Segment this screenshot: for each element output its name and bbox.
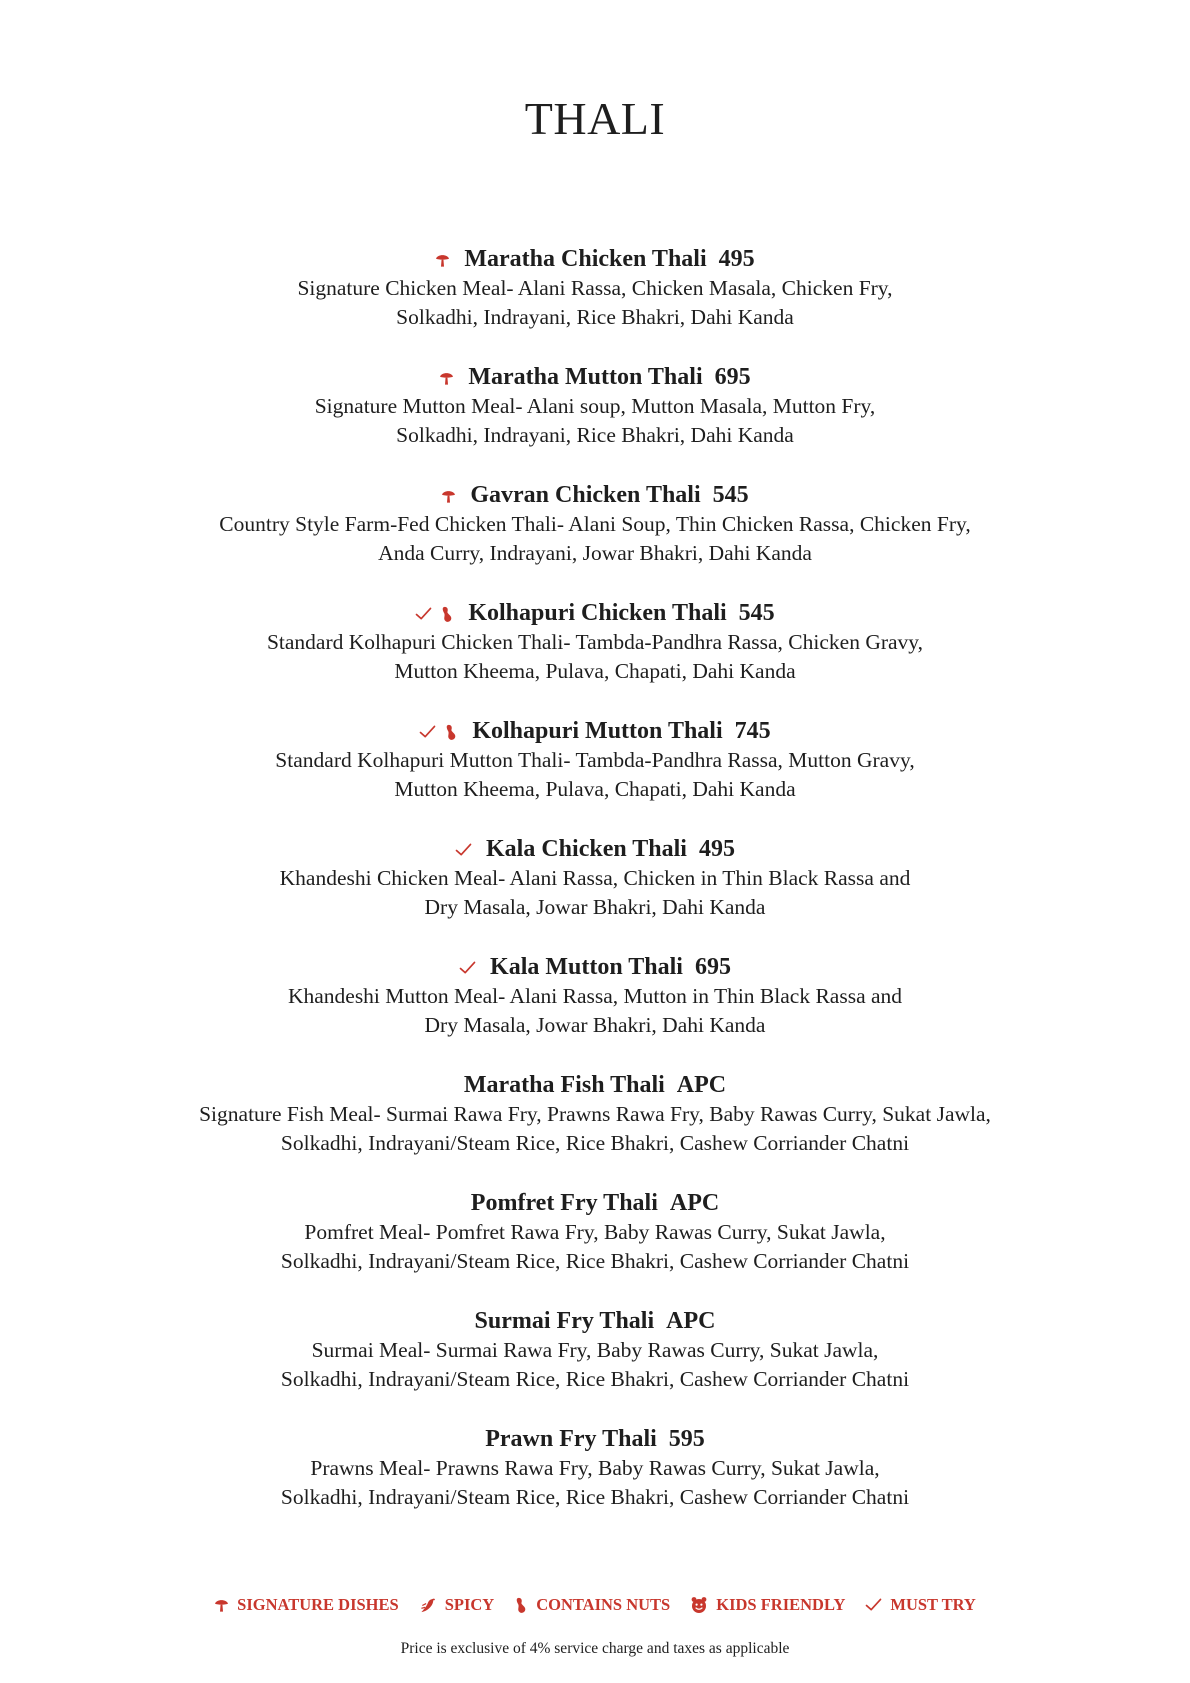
menu-item-description: Prawns Meal- Prawns Rawa Fry, Baby Rawas Curry, Sukat Jawla,	[310, 1456, 880, 1480]
menu-item	[0, 952, 1190, 1070]
menu-item-description: Standard Kolhapuri Chicken Thali- Tambda-Pandhra Rassa, Chicken Gravy,	[266, 630, 924, 654]
menu-item-title	[0, 834, 1190, 864]
menu-item-icons	[415, 598, 462, 628]
menu-item-description: Signature Mutton Meal- Alani soup, Mutton Masala, Mutton Fry,	[314, 394, 876, 418]
legend-entry	[419, 1594, 495, 1615]
menu-item-icons	[419, 716, 466, 746]
legend-entry	[690, 1594, 845, 1615]
menu-item-price: 545	[738, 600, 775, 626]
page-title: THALI	[524, 93, 666, 144]
menu-item-icons	[439, 362, 462, 392]
menu-item-price: APC	[666, 1308, 716, 1334]
price-footnote: Price is exclusive of 4% service charge and taxes as applicable	[400, 1640, 790, 1657]
menu-item-icons	[455, 834, 480, 864]
menu-item-description: Country Style Farm-Fed Chicken Thali- Alani Soup, Thin Chicken Rassa, Chicken Fry,	[219, 512, 971, 536]
menu-item	[0, 1188, 1190, 1306]
spicy-icon	[419, 1597, 437, 1614]
menu-item-description: Solkadhi, Indrayani, Rice Bhakri, Dahi Kanda	[396, 305, 794, 329]
menu-item-name: Kala Mutton Thali	[490, 954, 683, 980]
menu-item-icons	[441, 480, 464, 510]
kids-friendly-icon	[690, 1596, 708, 1614]
signature-icon	[439, 371, 454, 386]
menu-item-price: 695	[714, 364, 751, 390]
menu-item-price: 595	[668, 1426, 705, 1452]
menu-item-description: Khandeshi Mutton Meal- Alani Rassa, Mutton in Thin Black Rassa and	[287, 984, 903, 1008]
menu-item-name: Prawn Fry Thali	[485, 1426, 657, 1452]
menu-item-title	[0, 480, 1190, 510]
must-try-icon	[415, 607, 432, 621]
menu-item-description: Solkadhi, Indrayani/Steam Rice, Rice Bhakri, Cashew Corriander Chatni	[280, 1485, 910, 1509]
menu-item-description: Signature Chicken Meal- Alani Rassa, Chicken Masala, Chicken Fry,	[297, 276, 893, 300]
menu-item-title	[0, 1070, 1190, 1100]
icon-legend	[0, 1594, 1190, 1615]
menu-item-price: APC	[669, 1190, 720, 1216]
menu-item-title	[0, 1424, 1190, 1454]
nut-icon	[440, 606, 454, 623]
menu-item-title	[0, 244, 1190, 274]
menu-item-name: Kolhapuri Mutton Thali	[472, 718, 723, 744]
menu-item-description: Standard Kolhapuri Mutton Thali- Tambda-Pandhra Rassa, Mutton Gravy,	[275, 748, 915, 772]
menu-item	[0, 834, 1190, 952]
menu-item-description: Solkadhi, Indrayani, Rice Bhakri, Dahi Kanda	[396, 423, 794, 447]
menu-item-price: 745	[734, 718, 771, 744]
menu-item-title	[0, 716, 1190, 746]
signature-icon	[441, 489, 456, 504]
menu-item-price: 545	[712, 482, 749, 508]
legend-label: MUST TRY	[890, 1595, 976, 1615]
menu-item-price: 695	[694, 954, 731, 980]
menu-item-title	[0, 598, 1190, 628]
menu-item-name: Kala Chicken Thali	[486, 836, 687, 862]
legend-label: KIDS FRIENDLY	[716, 1595, 846, 1615]
menu-item-title	[0, 362, 1190, 392]
menu-item	[0, 362, 1190, 480]
menu-item-description: Khandeshi Chicken Meal- Alani Rassa, Chicken in Thin Black Rassa and	[279, 866, 911, 890]
legend-entry	[514, 1594, 670, 1615]
must-try-icon	[455, 843, 472, 857]
must-try-icon	[419, 725, 436, 739]
menu-item	[0, 1306, 1190, 1424]
menu-item-icons	[459, 952, 484, 982]
legend-label: CONTAINS NUTS	[536, 1595, 671, 1615]
menu-item-name: Kolhapuri Chicken Thali	[468, 600, 727, 626]
menu-item-name: Surmai Fry Thali	[474, 1308, 655, 1334]
signature-icon	[214, 1598, 229, 1613]
must-try-icon	[459, 961, 476, 975]
signature-icon	[435, 253, 450, 268]
legend-label: SPICY	[444, 1595, 495, 1615]
menu-item-name: Maratha Fish Thali	[463, 1072, 665, 1098]
legend-entry	[865, 1594, 975, 1615]
menu-item-description: Anda Curry, Indrayani, Jowar Bhakri, Dahi Kanda	[378, 541, 812, 565]
menu-item-name: Pomfret Fry Thali	[470, 1190, 658, 1216]
menu-item-description: Dry Masala, Jowar Bhakri, Dahi Kanda	[424, 895, 766, 919]
menu-item	[0, 1070, 1190, 1188]
menu-item	[0, 598, 1190, 716]
menu-item-name: Gavran Chicken Thali	[470, 482, 701, 508]
menu-item-price: 495	[718, 246, 755, 272]
must-try-icon	[865, 1598, 882, 1612]
menu-item-description: Solkadhi, Indrayani/Steam Rice, Rice Bhakri, Cashew Corriander Chatni	[280, 1249, 910, 1273]
menu-item-title	[0, 1188, 1190, 1218]
menu-item-icons	[435, 244, 458, 274]
menu-item	[0, 716, 1190, 834]
menu-item-description: Signature Fish Meal- Surmai Rawa Fry, Prawns Rawa Fry, Baby Rawas Curry, Sukat Jawla,	[199, 1102, 991, 1126]
menu-item-description: Solkadhi, Indrayani/Steam Rice, Rice Bhakri, Cashew Corriander Chatni	[280, 1131, 910, 1155]
menu-item-description: Solkadhi, Indrayani/Steam Rice, Rice Bhakri, Cashew Corriander Chatni	[280, 1367, 910, 1391]
menu-item	[0, 1424, 1190, 1542]
menu-item-title	[0, 1306, 1190, 1336]
menu-item	[0, 480, 1190, 598]
menu-item-title	[0, 952, 1190, 982]
menu-item-name: Maratha Chicken Thali	[464, 246, 707, 272]
menu-list	[0, 244, 1190, 1542]
menu-item-description: Pomfret Meal- Pomfret Rawa Fry, Baby Rawas Curry, Sukat Jawla,	[304, 1220, 886, 1244]
nut-icon	[444, 724, 458, 741]
menu-item-description: Mutton Kheema, Pulava, Chapati, Dahi Kanda	[394, 659, 796, 683]
legend-label: SIGNATURE DISHES	[237, 1595, 399, 1615]
menu-item-description: Surmai Meal- Surmai Rawa Fry, Baby Rawas Curry, Sukat Jawla,	[311, 1338, 879, 1362]
nut-icon	[514, 1597, 528, 1614]
legend-entry	[214, 1594, 399, 1615]
menu-item-name: Maratha Mutton Thali	[468, 364, 703, 390]
menu-item-price: APC	[676, 1072, 727, 1098]
menu-item-description: Mutton Kheema, Pulava, Chapati, Dahi Kanda	[394, 777, 796, 801]
menu-item	[0, 244, 1190, 362]
menu-item-price: 495	[698, 836, 735, 862]
menu-item-description: Dry Masala, Jowar Bhakri, Dahi Kanda	[424, 1013, 766, 1037]
